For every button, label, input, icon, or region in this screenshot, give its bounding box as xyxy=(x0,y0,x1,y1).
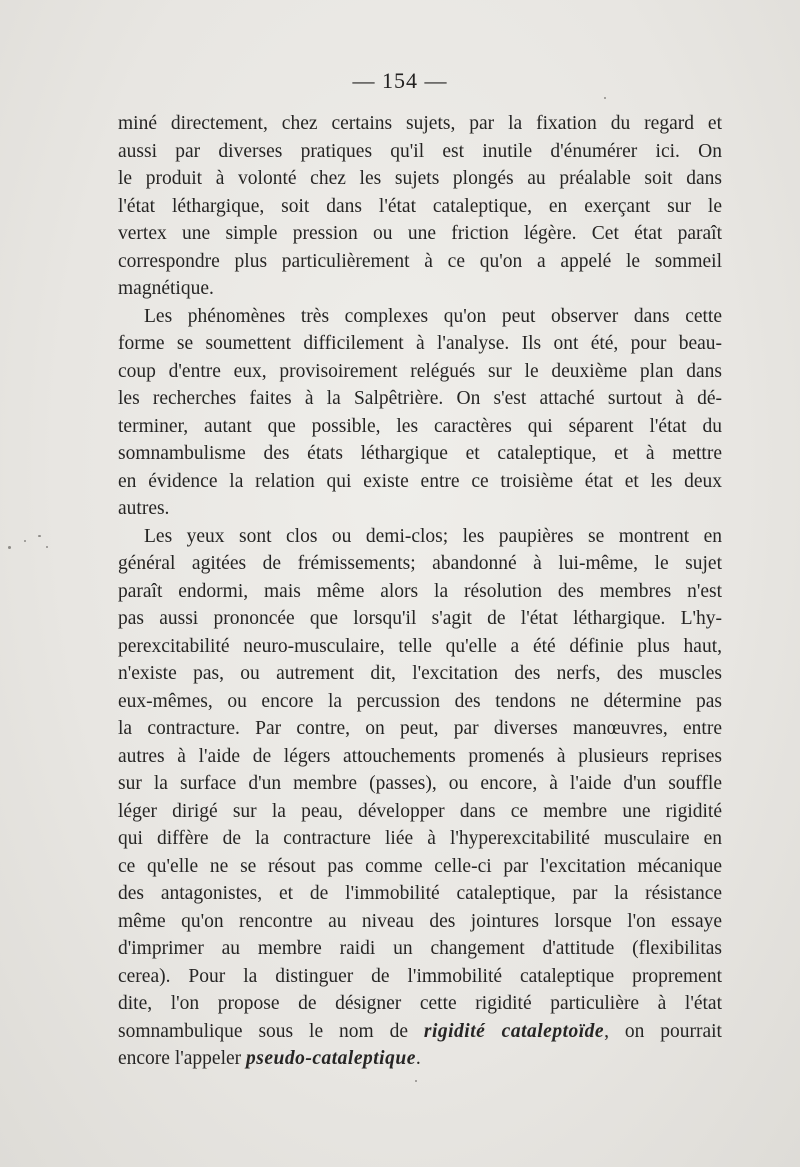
text-line: eux-mêmes, ou encore la percussion des tendons ne détermine pas xyxy=(118,690,722,712)
text-line: vertex une simple pression ou une friction légère. Cet état paraît xyxy=(118,223,722,244)
text-line: magnétique. xyxy=(118,278,214,299)
emphasis-term: pseudo-cataleptique xyxy=(246,1048,416,1069)
text-line: des antagonistes, et de l'immobilité cataleptique, par la résistance xyxy=(118,883,722,904)
text-line xyxy=(118,1045,722,1073)
paper-speck xyxy=(46,546,48,548)
paragraph-1 xyxy=(118,110,722,303)
text-span: encore l'appeler xyxy=(118,1048,247,1069)
text-line: l'état léthargique, soit dans l'état cataleptique, en exerçant sur le xyxy=(118,195,722,217)
text-line: paraît endormi, mais même alors la résolution des membres n'est xyxy=(118,580,722,602)
text-line: cerea). Pour la distinguer de l'immobilité cataleptique proprement xyxy=(118,965,722,987)
paragraph-3 xyxy=(118,523,722,1073)
text-line: perexcitabilité neuro-musculaire, telle qu'elle a été définie plus haut, xyxy=(118,635,722,657)
text-line: autres. xyxy=(118,498,170,519)
text-line: forme se soumettent difficilement à l'analyse. Ils ont été, pour beau- xyxy=(118,333,722,354)
paper-speck xyxy=(8,546,11,549)
text-line: n'existe pas, ou autrement dit, l'excitation des nerfs, des muscles xyxy=(118,663,722,684)
text-line: le produit à volonté chez les sujets plongés au préalable soit dans xyxy=(118,168,722,189)
text-line: aussi par diverses pratiques qu'il est inutile d'énumérer ici. On xyxy=(118,140,722,162)
emphasis-term: rigidité cataleptoïde xyxy=(423,1020,605,1042)
paragraph-2 xyxy=(118,303,722,523)
text-line: sur la surface d'un membre (passes), ou encore, à l'aide d'un souffle xyxy=(118,773,722,794)
text-line: les recherches faites à la Salpêtrière. On s'est attaché surtout à dé- xyxy=(118,388,722,409)
text-line: ce qu'elle ne se résout pas comme celle-ci par l'excitation mécanique xyxy=(118,855,722,877)
text-line: terminer, autant que possible, les caractères qui séparent l'état du xyxy=(118,415,722,437)
text-line: qui diffère de la contracture liée à l'hyperexcitabilité musculaire en xyxy=(118,828,722,849)
text-line: pas aussi prononcée que lorsqu'il s'agit de l'état léthargique. L'hy- xyxy=(118,608,722,629)
text-span: . xyxy=(415,1048,421,1069)
body-text xyxy=(118,110,722,1073)
text-line: général agitées de frémissements; abandonné à lui-même, le sujet xyxy=(118,553,722,574)
text-line: miné directement, chez certains sujets, par la fixation du regard et xyxy=(118,113,722,134)
text-line: Les phénomènes très complexes qu'on peut observer dans cette xyxy=(144,305,722,327)
text-line: autres à l'aide de légers attouchements promenés à plusieurs reprises xyxy=(118,745,722,767)
text-line: léger dirigé sur la peau, développer dans ce membre une rigidité xyxy=(118,800,722,822)
text-line: Les yeux sont clos ou demi-clos; les paupières se montrent en xyxy=(144,525,722,547)
text-line: la contracture. Par contre, on peut, par diverses manœuvres, entre xyxy=(118,718,722,739)
text-line: correspondre plus particulièrement à ce qu'on a appelé le sommeil xyxy=(118,250,722,272)
text-line xyxy=(118,1018,722,1046)
text-span: , on pourrait xyxy=(604,1020,722,1042)
text-line: somnambulisme des états léthargique et cataleptique, et à mettre xyxy=(118,443,722,464)
text-line: d'imprimer au membre raidi un changement d'attitude (flexibilitas xyxy=(118,938,722,959)
text-span: somnambulique sous le nom de xyxy=(118,1020,424,1042)
page-number: — 154 — xyxy=(352,68,448,93)
paper-speck xyxy=(38,535,41,537)
paper-speck xyxy=(24,540,26,542)
text-line: en évidence la relation qui existe entre ce troisième état et les deux xyxy=(118,470,722,492)
text-line: même qu'on rencontre au niveau des jointures lorsque l'on essaye xyxy=(118,910,722,932)
paper-speck xyxy=(415,1080,417,1082)
text-line: dite, l'on propose de désigner cette rigidité particulière à l'état xyxy=(118,993,722,1014)
paper-speck xyxy=(604,97,606,99)
text-line: coup d'entre eux, provisoirement relégués sur le deuxième plan dans xyxy=(118,360,722,382)
